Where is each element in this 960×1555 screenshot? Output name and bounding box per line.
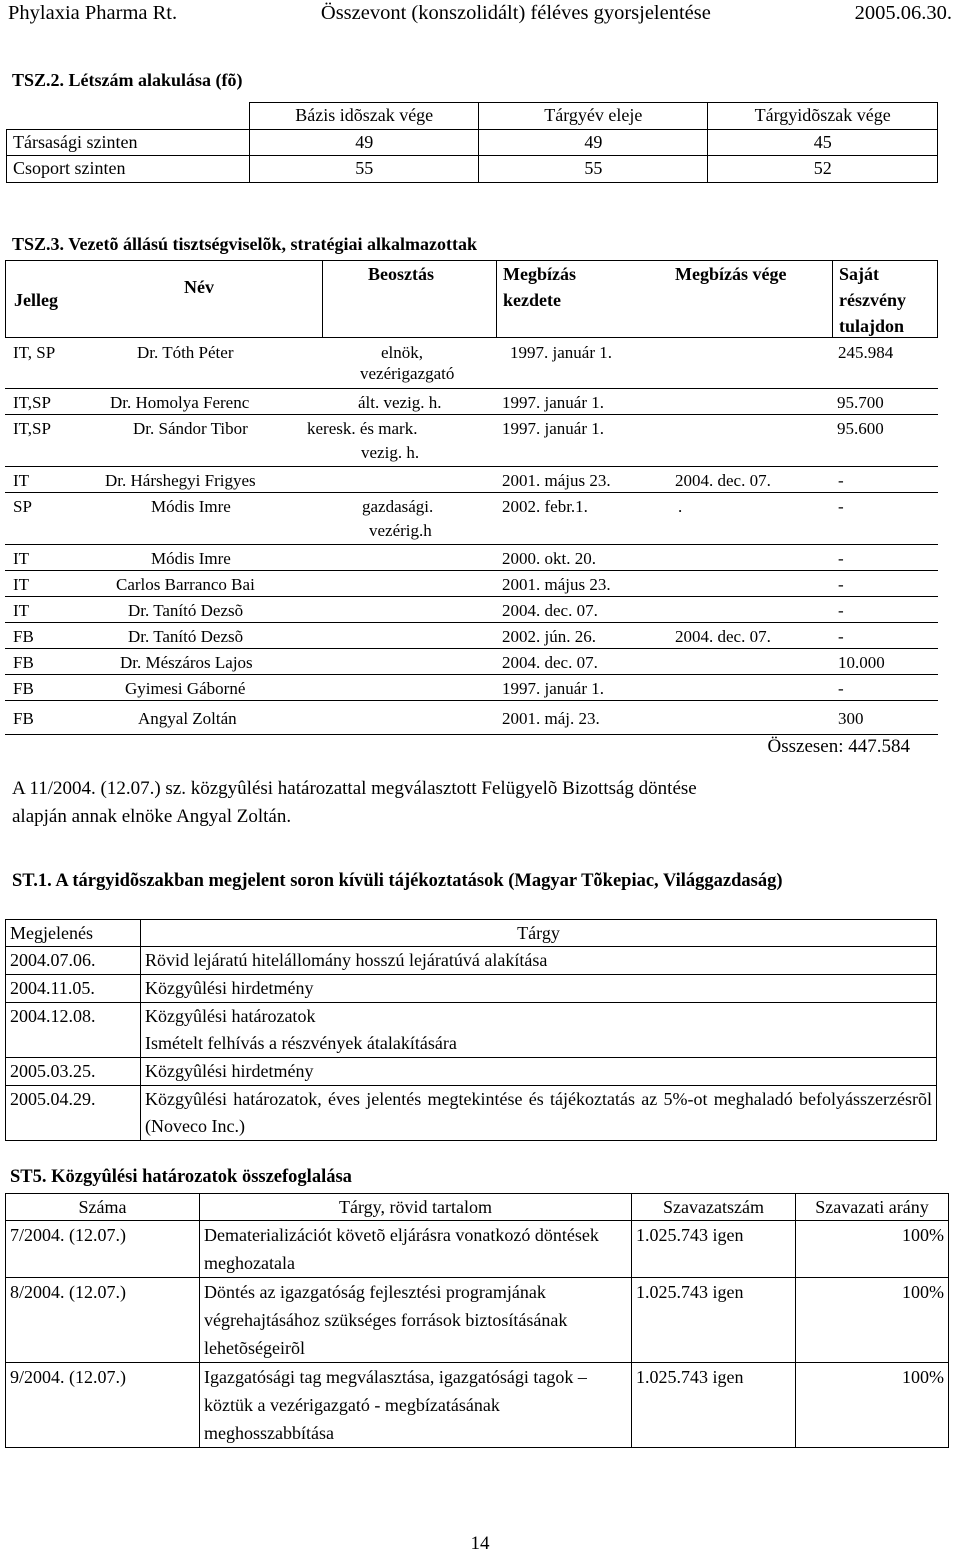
start-cell: 2004. dec. 07. <box>502 601 598 620</box>
position-cell: elnök, <box>381 343 424 362</box>
column-header: Száma <box>6 1194 200 1221</box>
table-row <box>6 947 937 975</box>
header-jelleg: Jelleg <box>14 290 58 310</box>
position-cell-line2: vezig. h. <box>361 443 420 462</box>
jelleg-cell: IT, SP <box>13 343 56 362</box>
empty-header-cell <box>7 103 250 130</box>
row-label: Társasági szinten <box>7 129 250 156</box>
resolution-subject: Igazgatósági tag megválasztása, igazgatósági tagok – köztük a vezérigazgató - megbízatásának meghosszabbítása <box>200 1363 632 1448</box>
resolution-subject: Döntés az igazgatóság fejlesztési programjának végrehajtásához szükséges források biztosításának lehetõségeirõl <box>200 1278 632 1363</box>
resolution-number: 7/2004. (12.07.) <box>6 1221 200 1278</box>
table-cell: 52 <box>708 156 938 183</box>
shares-cell: - <box>838 549 844 568</box>
shares-cell: 10.000 <box>838 653 885 672</box>
table-row <box>6 1003 937 1058</box>
header-sajat-2: részvény <box>839 290 906 310</box>
vote-count: 1.025.743 igen <box>632 1278 796 1363</box>
divider <box>5 570 938 571</box>
date-cell: 2004.11.05. <box>6 975 141 1003</box>
resolution-subject: Dematerializációt követõ eljárásra vonatkozó döntések meghozatala <box>200 1221 632 1278</box>
start-cell: 1997. január 1. <box>502 679 604 698</box>
column-header: Szavazatszám <box>632 1194 796 1221</box>
divider <box>5 544 938 545</box>
header-kezdete-1: Megbízás <box>503 264 576 284</box>
date-cell: 2004.12.08. <box>6 1003 141 1058</box>
name-cell: Dr. Tóth Péter <box>137 343 234 362</box>
header-vege: Megbízás vége <box>675 264 787 284</box>
jelleg-cell: IT,SP <box>13 393 51 412</box>
divider <box>496 261 497 337</box>
position-cell-line2: vezérigazgató <box>360 364 455 383</box>
name-cell: Módis Imre <box>151 497 231 516</box>
table-header-row <box>6 1194 949 1221</box>
date-cell: 2004.07.06. <box>6 947 141 975</box>
jelleg-cell: IT <box>13 549 30 568</box>
jelleg-cell: SP <box>13 497 32 516</box>
st1-table <box>5 919 937 1141</box>
column-header: Tárgyidõszak vége <box>708 103 938 130</box>
table-cell: 49 <box>479 129 708 156</box>
jelleg-cell: IT <box>13 575 30 594</box>
table-row <box>7 129 938 156</box>
subject-cell: Közgyûlési határozatok, éves jelentés megtekintése és tájékoztatás az 5%-ot meghaladó befolyásszerzésrõl (Noveco Inc.) <box>141 1086 937 1141</box>
column-header: Szavazati arány <box>796 1194 949 1221</box>
vote-ratio: 100% <box>796 1221 949 1278</box>
subject-line: Ismételt felhívás a részvények átalakítására <box>145 1033 457 1053</box>
table-cell: 45 <box>708 129 938 156</box>
shares-cell: 95.700 <box>837 393 884 412</box>
position-cell: gazdasági. <box>362 497 434 516</box>
end-cell: . <box>678 497 683 516</box>
end-cell: 2004. dec. 07. <box>675 627 771 646</box>
table-header-row <box>6 920 937 947</box>
st5-title: ST5. Közgyûlési határozatok összefoglalása <box>10 1167 352 1187</box>
jelleg-cell: FB <box>13 653 34 672</box>
name-cell: Carlos Barranco Bai <box>116 575 255 594</box>
column-header: Bázis idõszak vége <box>250 103 479 130</box>
divider <box>5 734 938 735</box>
position-cell: keresk. és mark. <box>307 419 418 438</box>
header-beosztas: Beosztás <box>368 264 434 284</box>
table-row <box>6 1363 949 1448</box>
vote-ratio: 100% <box>796 1278 949 1363</box>
name-cell: Dr. Tanító Dezsõ <box>128 627 244 646</box>
tsz2-title: TSZ.2. Létszám alakulása (fõ) <box>12 70 243 90</box>
note-line: alapján annak elnöke Angyal Zoltán. <box>12 806 292 827</box>
company-name: Phylaxia Pharma Rt. <box>8 2 178 24</box>
vote-count: 1.025.743 igen <box>632 1363 796 1448</box>
subject-line: Közgyûlési határozatok <box>145 1006 316 1026</box>
jelleg-cell: IT <box>13 601 30 620</box>
divider <box>322 261 323 337</box>
resolution-number: 9/2004. (12.07.) <box>6 1363 200 1448</box>
position-cell-line2: vezérig.h <box>369 521 432 540</box>
jelleg-cell: FB <box>13 709 34 728</box>
shares-cell: - <box>838 679 844 698</box>
shares-cell: - <box>838 471 844 490</box>
note-paragraph <box>12 775 697 831</box>
vote-count: 1.025.743 igen <box>632 1221 796 1278</box>
st1-title: ST.1. A tárgyidõszakban megjelent soron kívüli tájékoztatások (Magyar Tõkepiac, Világgazdaság) <box>12 871 783 891</box>
table-row <box>6 1086 937 1141</box>
start-cell: 2002. jún. 26. <box>502 627 596 646</box>
table-cell: 49 <box>250 129 479 156</box>
start-cell: 2002. febr.1. <box>502 497 588 516</box>
column-header: Tárgy <box>141 920 937 947</box>
shares-cell: - <box>838 627 844 646</box>
page-header <box>8 2 952 25</box>
date-cell: 2005.04.29. <box>6 1086 141 1141</box>
vote-ratio: 100% <box>796 1363 949 1448</box>
tsz2-table <box>6 102 938 183</box>
table-row <box>6 1278 949 1363</box>
divider <box>832 261 833 337</box>
table-header-row <box>7 103 938 130</box>
table-cell: 55 <box>479 156 708 183</box>
shares-cell: 300 <box>838 709 864 728</box>
header-sajat-3: tulajdon <box>839 316 905 336</box>
start-cell: 1997. január 1. <box>510 343 612 362</box>
name-cell: Gyimesi Gáborné <box>125 679 246 698</box>
table-cell: 55 <box>250 156 479 183</box>
start-cell: 2000. okt. 20. <box>502 549 596 568</box>
name-cell: Dr. Mészáros Lajos <box>120 653 253 672</box>
start-cell: 1997. január 1. <box>502 393 604 412</box>
column-header: Tárgy, rövid tartalom <box>200 1194 632 1221</box>
tsz3-table <box>5 260 938 735</box>
name-cell: Angyal Zoltán <box>138 709 237 728</box>
shares-cell: - <box>838 497 844 516</box>
table-row <box>6 1058 937 1086</box>
divider <box>5 466 938 467</box>
shares-cell: - <box>838 575 844 594</box>
start-cell: 2001. május 23. <box>502 575 611 594</box>
note-line: A 11/2004. (12.07.) sz. közgyûlési határozattal megválasztott Felügyelõ Bizottság döntése <box>12 778 697 799</box>
shares-cell: 245.984 <box>838 343 894 362</box>
tsz3-header <box>5 260 938 338</box>
jelleg-cell: IT <box>13 471 30 490</box>
subject-cell <box>141 1003 937 1058</box>
report-date: 2005.06.30. <box>854 2 952 24</box>
name-cell: Dr. Hárshegyi Frigyes <box>105 471 256 490</box>
jelleg-cell: FB <box>13 679 34 698</box>
name-cell: Módis Imre <box>151 549 231 568</box>
st5-table <box>5 1193 949 1448</box>
start-cell: 1997. január 1. <box>502 419 604 438</box>
jelleg-cell: IT,SP <box>13 419 51 438</box>
divider <box>5 388 938 389</box>
row-label: Csoport szinten <box>7 156 250 183</box>
start-cell: 2001. máj. 23. <box>502 709 600 728</box>
date-cell: 2005.03.25. <box>6 1058 141 1086</box>
column-header: Megjelenés <box>6 920 141 947</box>
start-cell: 2001. május 23. <box>502 471 611 490</box>
subject-cell: Közgyûlési hirdetmény <box>141 1058 937 1086</box>
subject-cell: Rövid lejáratú hitelállomány hosszú lejáratúvá alakítása <box>141 947 937 975</box>
name-cell: Dr. Tanító Dezsõ <box>128 601 244 620</box>
table-row <box>7 156 938 183</box>
position-cell: ált. vezig. h. <box>358 393 442 412</box>
name-cell: Dr. Sándor Tibor <box>133 419 248 438</box>
page-number: 14 <box>470 1533 490 1554</box>
name-cell: Dr. Homolya Ferenc <box>110 393 250 412</box>
table-row <box>6 1221 949 1278</box>
tsz3-total: Összesen: 447.584 <box>767 736 910 757</box>
shares-cell: - <box>838 601 844 620</box>
start-cell: 2004. dec. 07. <box>502 653 598 672</box>
table-row <box>6 975 937 1003</box>
header-sajat-1: Saját <box>839 264 879 284</box>
report-title: Összevont (konszolidált) féléves gyorsjelentése <box>320 2 711 24</box>
tsz3-title: TSZ.3. Vezetõ állású tisztségviselõk, stratégiai alkalmazottak <box>12 234 477 254</box>
header-kezdete-2: kezdete <box>503 290 561 310</box>
jelleg-cell: FB <box>13 627 34 646</box>
column-header: Tárgyév eleje <box>479 103 708 130</box>
subject-cell: Közgyûlési hirdetmény <box>141 975 937 1003</box>
resolution-number: 8/2004. (12.07.) <box>6 1278 200 1363</box>
header-nev: Név <box>184 277 214 297</box>
shares-cell: 95.600 <box>837 419 884 438</box>
end-cell: 2004. dec. 07. <box>675 471 771 490</box>
